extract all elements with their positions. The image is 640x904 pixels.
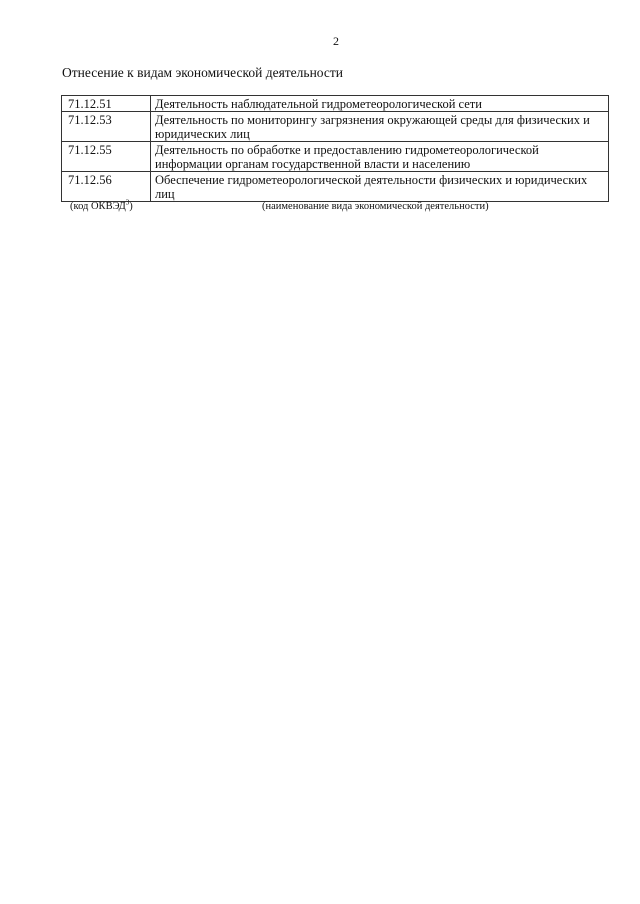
table-row (62, 112, 609, 142)
activity-name: Деятельность по обработке и предоставлению гидрометеорологической информации органам государственной власти и населению (151, 142, 609, 172)
okved-code: 71.12.55 (62, 142, 151, 172)
table-row (62, 172, 609, 202)
footnote-marker: 3 (125, 198, 130, 207)
code-caption (70, 198, 133, 212)
activity-name: Деятельность по мониторингу загрязнения окружающей среды для физических и юридических лиц (151, 112, 609, 142)
okved-code: 71.12.51 (62, 96, 151, 112)
name-caption: (наименование вида экономической деятельности) (262, 201, 489, 212)
activity-name: Деятельность наблюдательной гидрометеорологической сети (151, 96, 609, 112)
activity-name: Обеспечение гидрометеорологической деятельности физических и юридических лиц (151, 172, 609, 202)
code-caption-text: (код ОКВЭД (70, 201, 126, 212)
section-title: Отнесение к видам экономической деятельности (62, 65, 343, 80)
okved-code: 71.12.53 (62, 112, 151, 142)
okved-table (61, 95, 609, 202)
table-row (62, 96, 609, 112)
okved-code: 71.12.56 (62, 172, 151, 202)
table-row (62, 142, 609, 172)
page-number: 2 (333, 34, 339, 48)
code-caption-close: ) (129, 201, 133, 212)
